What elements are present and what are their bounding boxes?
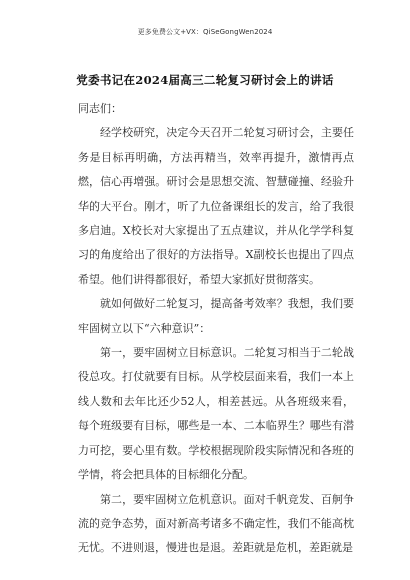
header-note: 更多免费公文+VX：QiSeGongWen2024 xyxy=(137,28,273,36)
document-body xyxy=(78,97,354,561)
greeting: 同志们： xyxy=(78,102,122,115)
paragraph-2: 就如何做好二轮复习，提高备考效率？我想，我们要牢固树立以下“六种意识”： xyxy=(78,297,354,335)
paragraph-3: 第一，要牢固树立目标意识。二轮复习相当于二轮战役总攻。打仗就要有目标。从学校层面来看，我们一本上线人数和去年比还少52人，相差甚远。从各班级来看，每个班级要有目标，哪些是一本、二本临界生？哪些有潜力可挖，要心里有数。学校根据现阶段实际情况和各班的学情，将会把具体的目标细化分配。 xyxy=(78,346,354,482)
paragraph-4: 第二，要牢固树立危机意识。面对千帆竞发、百舸争流的竞争态势，面对新高考诸多不确定性，我们不能高枕无忧。不进则退，慢进也是退。差距就是危机，差距就是 xyxy=(78,492,354,555)
paragraph-1: 经学校研究，决定今天召开二轮复习研讨会，主要任务是目标再明确，方法再精当，效率再提升，激情再点燃，信心再增强。研讨会是思想交流、智慧碰撞、经验升华的大平台。刚才，听了九位备课组长的发言，给了我很多启迪。X校长对大家提出了五点建议，并从化学学科复习的角度给出了很好的方法指导。X副校长也提出了四点希望。他们讲得都很好，希望大家抓好贯彻落实。 xyxy=(78,126,354,286)
document-title: 党委书记在2024届高三二轮复习研讨会上的讲话 xyxy=(76,73,334,87)
